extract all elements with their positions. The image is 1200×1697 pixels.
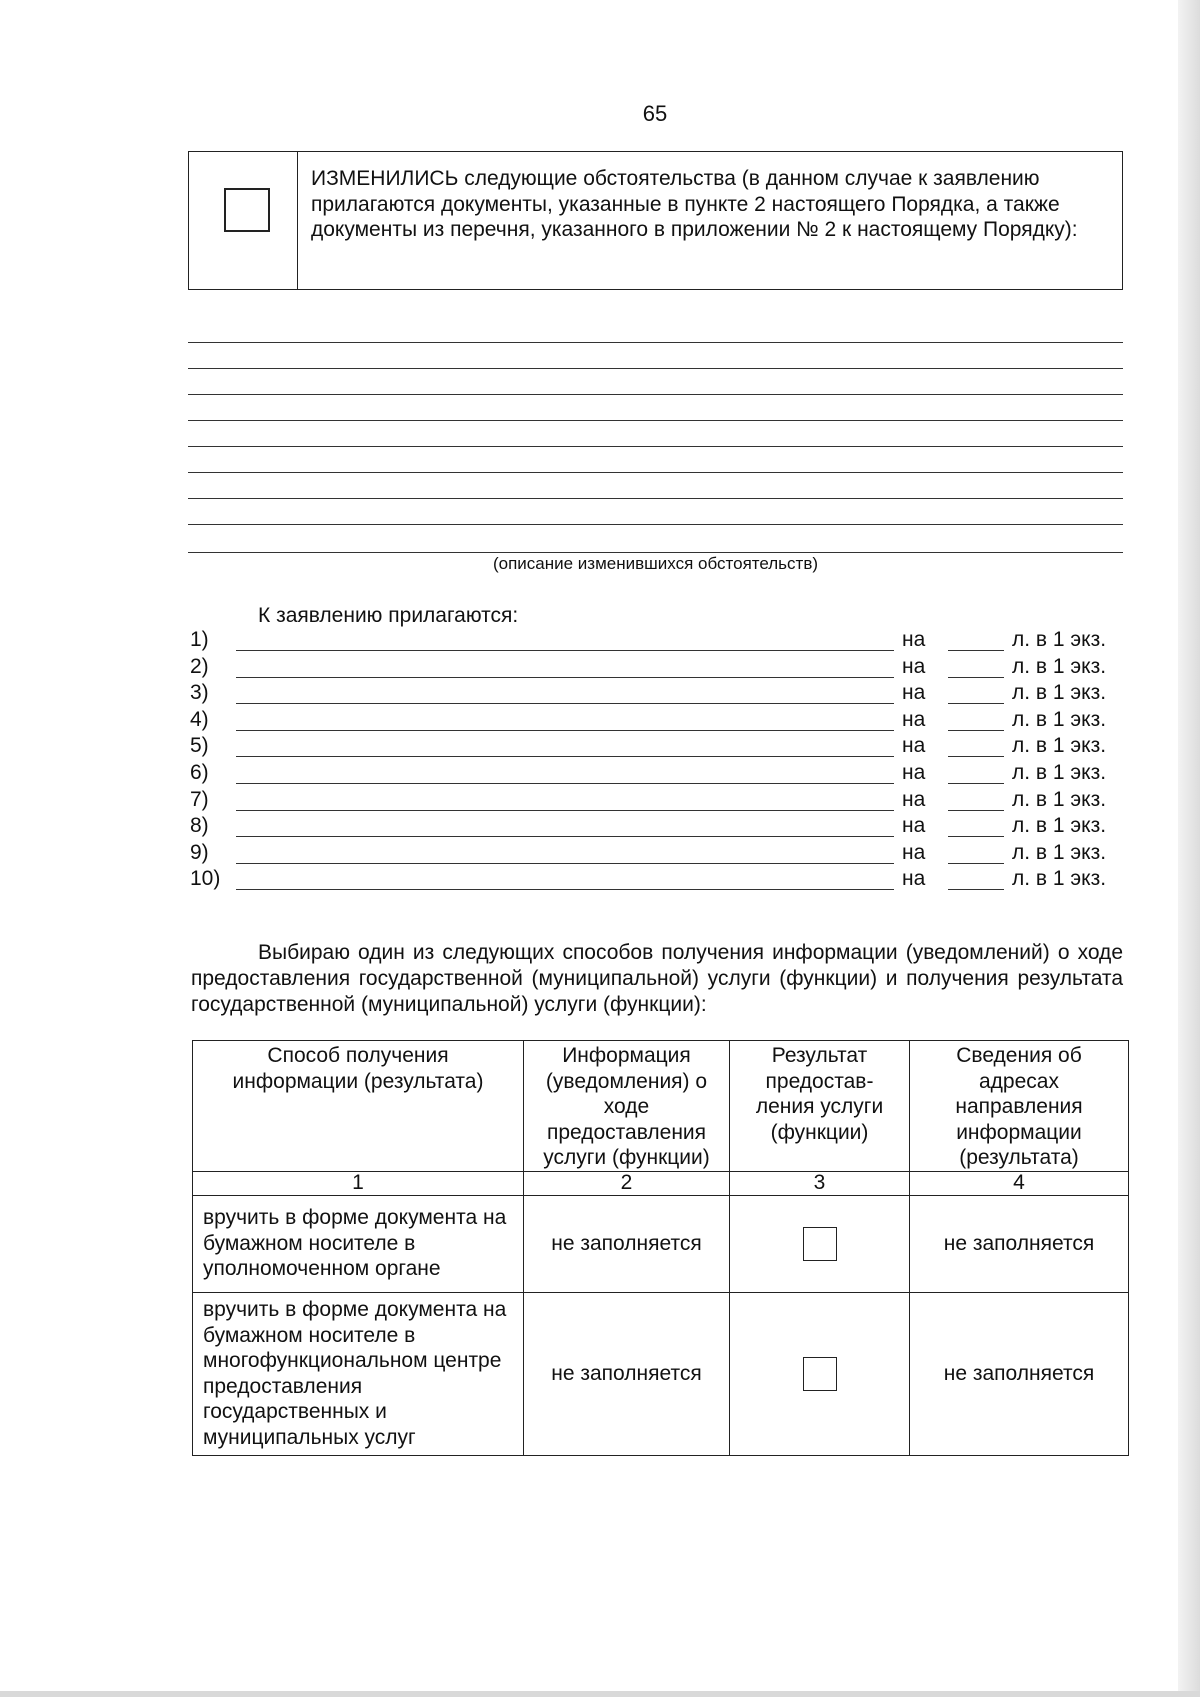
attachment-sheet-count-field[interactable]: [948, 783, 1004, 784]
attachment-name-field[interactable]: [236, 863, 894, 864]
result-cell: [730, 1292, 910, 1455]
header-method: Способ получения информации (результата): [193, 1041, 524, 1172]
attachment-row: [190, 679, 1130, 706]
attachment-number: 7): [190, 787, 209, 811]
attachment-number: 5): [190, 734, 209, 758]
attachment-sheet-count-field[interactable]: [948, 810, 1004, 811]
description-line[interactable]: [188, 498, 1123, 499]
info-cell: не заполняется: [524, 1292, 730, 1455]
attachment-name-field[interactable]: [236, 783, 894, 784]
attachment-name-field[interactable]: [236, 756, 894, 757]
attachment-number: 8): [190, 814, 209, 838]
attachment-sheet-count-field[interactable]: [948, 756, 1004, 757]
attachment-on-label: на: [902, 681, 926, 705]
address-cell: не заполняется: [910, 1195, 1129, 1292]
attachment-on-label: на: [902, 787, 926, 811]
attachment-sheet-count-field[interactable]: [948, 650, 1004, 651]
changed-circumstances-checkbox[interactable]: [224, 188, 270, 232]
attachment-on-label: на: [902, 840, 926, 864]
header-info: Информация (уведомления) о ходе предоставления услуги (функции): [524, 1041, 730, 1172]
attachment-number: 1): [190, 628, 209, 651]
attachment-on-label: на: [902, 867, 926, 891]
attachment-name-field[interactable]: [236, 889, 894, 890]
methods-table: [192, 1040, 1129, 1456]
changed-circumstances-text: ИЗМЕНИЛИСЬ следующие обстоятельства (в данном случае к заявлению прилагаются документы, указанные в пункте 2 настоящего Порядка, а также документы из перечня, указанного в приложении № 2 к настоящему Порядку):: [311, 167, 1078, 241]
attachment-number: 3): [190, 681, 209, 705]
attachment-name-field[interactable]: [236, 703, 894, 704]
description-line[interactable]: [188, 420, 1123, 421]
result-checkbox[interactable]: [803, 1357, 837, 1391]
method-cell: вручить в форме документа на бумажном носителе в уполномоченном органе: [193, 1195, 524, 1292]
attachment-sheet-count-field[interactable]: [948, 677, 1004, 678]
attachment-row: [190, 706, 1130, 733]
attachment-number: 9): [190, 840, 209, 864]
attachment-row: [190, 626, 1130, 653]
table-row: [193, 1195, 1129, 1292]
changed-circumstances-box: [188, 151, 1123, 290]
page-edge-shadow: [1178, 0, 1200, 1697]
attachment-on-label: на: [902, 734, 926, 758]
attachment-on-label: на: [902, 707, 926, 731]
attachment-number: 2): [190, 654, 209, 678]
attachment-sheet-count-field[interactable]: [948, 863, 1004, 864]
attachment-row: [190, 839, 1130, 866]
attachment-suffix: л. в 1 экз.: [1012, 681, 1107, 705]
attachments-list: [190, 626, 1130, 892]
choose-method-text: Выбираю один из следующих способов получения информации (уведомлений) о ходе предоставления государственной (муниципальной) услуги (функции) и получения результата государственной (муниципальной) услуги (функции):: [191, 941, 1123, 1016]
attachment-suffix: л. в 1 экз.: [1012, 734, 1107, 758]
description-line[interactable]: [188, 552, 1123, 553]
description-line[interactable]: [188, 446, 1123, 447]
attachment-name-field[interactable]: [236, 836, 894, 837]
column-number: 2: [524, 1171, 730, 1195]
info-cell: не заполняется: [524, 1195, 730, 1292]
attachment-row: [190, 732, 1130, 759]
description-line[interactable]: [188, 342, 1123, 343]
attachment-row: [190, 759, 1130, 786]
attachment-sheet-count-field[interactable]: [948, 889, 1004, 890]
attachment-suffix: л. в 1 экз.: [1012, 840, 1107, 864]
description-line[interactable]: [188, 368, 1123, 369]
attachment-suffix: л. в 1 экз.: [1012, 867, 1107, 891]
checkbox-cell: [189, 152, 298, 289]
attachment-suffix: л. в 1 экз.: [1012, 814, 1107, 838]
attachment-suffix: л. в 1 экз.: [1012, 654, 1107, 678]
attachment-on-label: на: [902, 760, 926, 784]
attachment-suffix: л. в 1 экз.: [1012, 760, 1107, 784]
result-cell: [730, 1195, 910, 1292]
attachment-suffix: л. в 1 экз.: [1012, 628, 1107, 651]
attachment-name-field[interactable]: [236, 730, 894, 731]
attachment-number: 6): [190, 760, 209, 784]
attachment-row: [190, 786, 1130, 813]
attachment-name-field[interactable]: [236, 677, 894, 678]
attachment-row: [190, 865, 1130, 892]
attachment-sheet-count-field[interactable]: [948, 730, 1004, 731]
attachment-row: [190, 812, 1130, 839]
column-number: 4: [910, 1171, 1129, 1195]
page-edge-bottom: [0, 1691, 1200, 1697]
attachment-number: 4): [190, 707, 209, 731]
attachment-on-label: на: [902, 814, 926, 838]
attachment-sheet-count-field[interactable]: [948, 836, 1004, 837]
address-cell: не заполняется: [910, 1292, 1129, 1455]
description-line[interactable]: [188, 394, 1123, 395]
header-address: Сведения об адресах направления информации (результата): [910, 1041, 1129, 1172]
column-number: 1: [193, 1171, 524, 1195]
attachments-title: К заявлению прилагаются:: [258, 604, 519, 627]
attachment-name-field[interactable]: [236, 650, 894, 651]
attachment-on-label: на: [902, 628, 926, 651]
description-caption: (описание изменившихся обстоятельств): [492, 554, 819, 573]
result-checkbox[interactable]: [803, 1227, 837, 1261]
attachment-suffix: л. в 1 экз.: [1012, 787, 1107, 811]
column-number: 3: [730, 1171, 910, 1195]
table-row: [193, 1292, 1129, 1455]
attachment-suffix: л. в 1 экз.: [1012, 707, 1107, 731]
header-result: Результат предостав- ления услуги (функции): [730, 1041, 910, 1172]
attachment-number: 10): [190, 867, 221, 891]
page-number: 65: [642, 101, 668, 126]
method-cell: вручить в форме документа на бумажном носителе в многофункциональном центре предоставления государственных и муниципальных услуг: [193, 1292, 524, 1455]
description-line[interactable]: [188, 524, 1123, 525]
attachment-row: [190, 653, 1130, 680]
attachment-on-label: на: [902, 654, 926, 678]
attachment-name-field[interactable]: [236, 810, 894, 811]
description-line[interactable]: [188, 472, 1123, 473]
attachment-sheet-count-field[interactable]: [948, 703, 1004, 704]
